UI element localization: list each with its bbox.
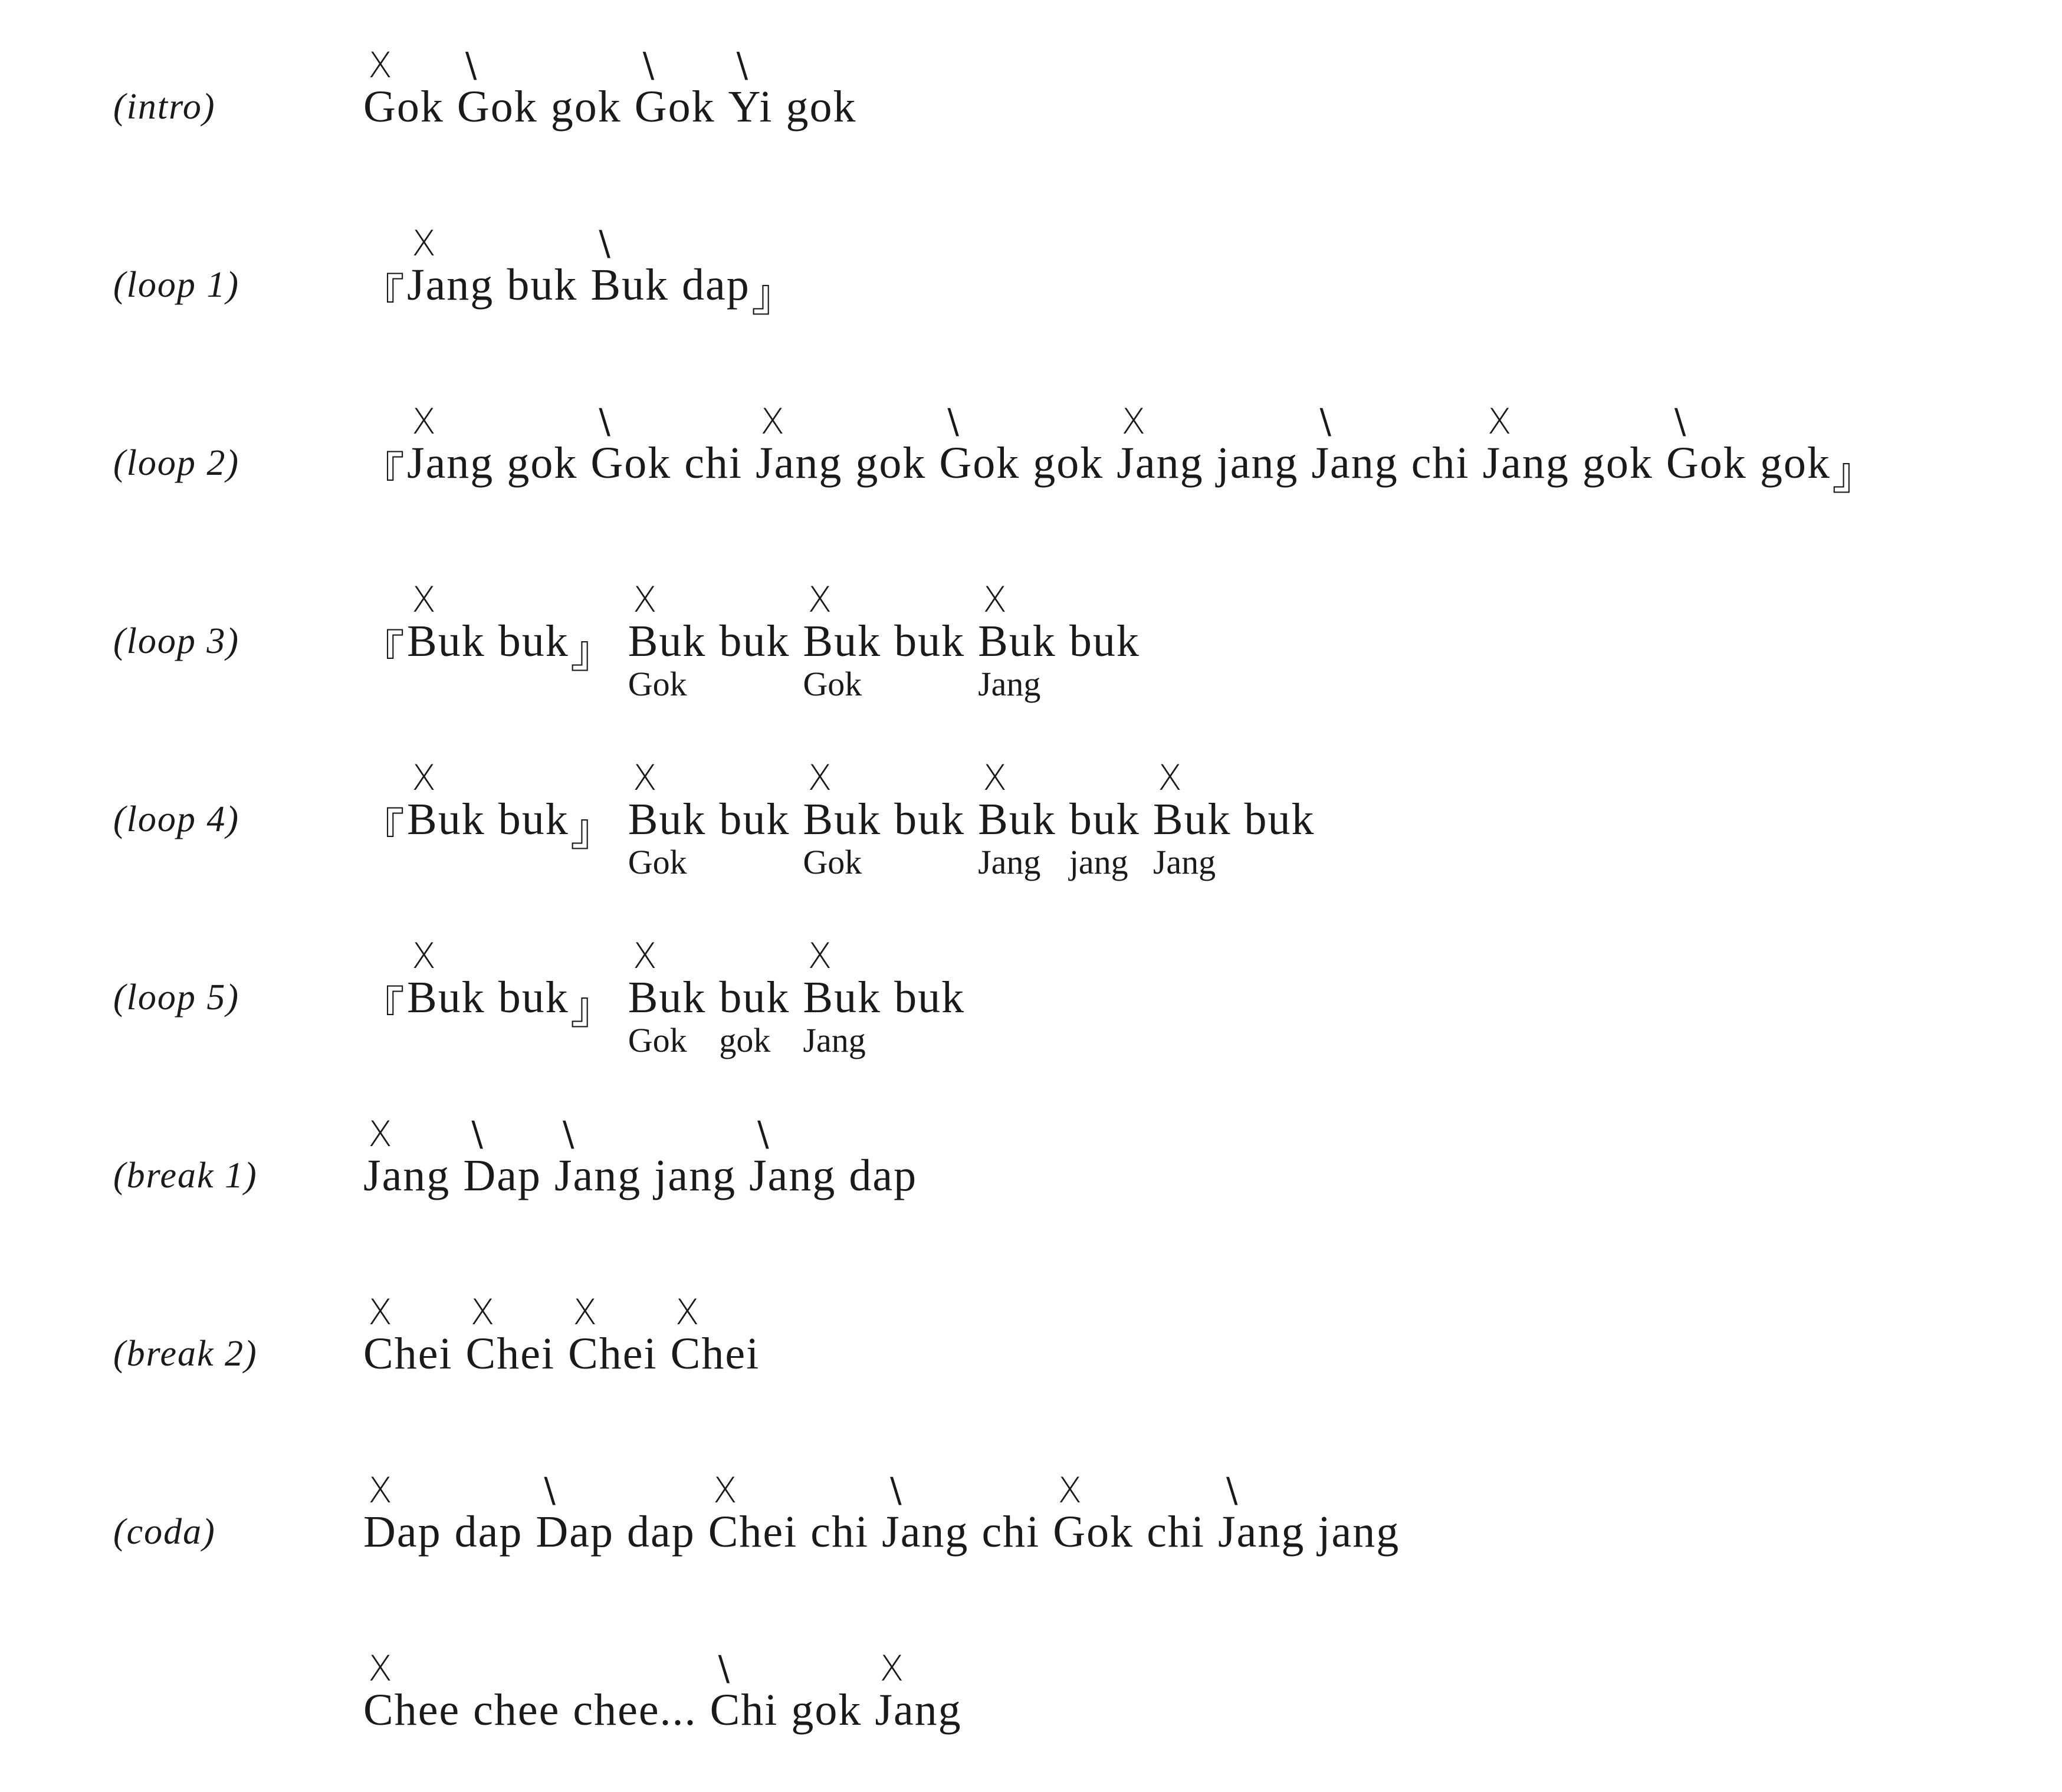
syllable: Jang	[1482, 438, 1570, 488]
accent-slash-mark: \	[642, 45, 655, 85]
syllable: chee	[473, 1685, 560, 1735]
section-label: (break 1)	[113, 1156, 258, 1196]
sub-syllable: Gok	[628, 665, 687, 703]
accent-x-mark: X	[573, 1292, 597, 1333]
syllable: gok	[1033, 438, 1104, 488]
sub-syllable: gok	[719, 1021, 771, 1059]
syllable: Gok	[363, 82, 444, 132]
sub-syllable: Jang	[978, 665, 1041, 703]
syllable: Jang	[756, 438, 843, 488]
syllable: Buk	[628, 616, 707, 666]
syllable: Buk	[590, 260, 669, 310]
accent-slash-mark: \	[1319, 401, 1331, 441]
syllable: Buk	[407, 795, 485, 844]
accent-slash-mark: \	[718, 1648, 730, 1688]
syllable: gok	[550, 82, 622, 132]
syllable: gok	[786, 82, 857, 132]
syllable: buk	[719, 973, 790, 1022]
syllable: Gok	[939, 438, 1020, 488]
repeat-close-bracket: 』	[570, 984, 616, 1033]
accent-slash-mark: \	[736, 45, 748, 85]
syllable: Buk	[803, 616, 882, 666]
syllable: Buk	[803, 973, 882, 1022]
accent-x-mark: X	[983, 579, 1007, 621]
accent-x-mark: X	[368, 1648, 393, 1689]
syllable: buk	[1244, 795, 1315, 844]
accent-x-mark: X	[983, 757, 1007, 799]
syllable: buk	[1069, 795, 1140, 844]
syllable: chi	[684, 438, 743, 488]
syllable: Buk	[803, 795, 882, 844]
accent-x-mark: X	[412, 579, 436, 621]
syllable: Chei	[568, 1329, 658, 1379]
syllable: Buk	[978, 616, 1056, 666]
accent-x-mark: X	[1121, 401, 1146, 442]
syllable: gok	[1759, 438, 1831, 488]
syllable: Jang	[407, 260, 494, 310]
syllable: gok	[507, 438, 578, 488]
accent-x-mark: X	[712, 1470, 737, 1511]
syllable: Jang	[875, 1685, 962, 1735]
syllable: Buk	[628, 973, 707, 1022]
accent-x-mark: X	[675, 1292, 700, 1333]
syllable: Jang	[1117, 438, 1204, 488]
syllable: dap	[682, 260, 750, 310]
syllable: Chi	[710, 1685, 779, 1735]
accent-x-mark: X	[412, 757, 436, 799]
accent-slash-mark: \	[544, 1470, 556, 1510]
syllable: chee...	[573, 1685, 697, 1735]
accent-x-mark: X	[807, 757, 832, 799]
sub-syllable: Jang	[803, 1021, 866, 1059]
accent-slash-mark: \	[471, 1114, 483, 1154]
repeat-close-bracket: 』	[570, 628, 616, 677]
syllable: Chei	[670, 1329, 760, 1379]
syllable: buk	[719, 795, 790, 844]
accent-slash-mark: \	[1674, 401, 1686, 441]
syllable: jang	[1216, 438, 1299, 488]
section-label: (intro)	[113, 87, 216, 127]
syllable: buk	[1069, 616, 1140, 666]
syllable: dap	[849, 1151, 918, 1200]
accent-slash-mark: \	[599, 223, 610, 263]
accent-slash-mark: \	[562, 1114, 574, 1154]
syllable: buk	[894, 973, 966, 1022]
syllable: Jang	[1218, 1507, 1305, 1557]
repeat-open-bracket: 『	[360, 628, 406, 677]
accent-x-mark: X	[760, 401, 785, 442]
syllable: Jang	[407, 438, 494, 488]
accent-slash-mark: \	[947, 401, 959, 441]
accent-x-mark: X	[470, 1292, 495, 1333]
accent-slash-mark: \	[599, 401, 610, 441]
syllable: Buk	[978, 795, 1056, 844]
syllable: Jang	[882, 1507, 969, 1557]
section-label: (coda)	[113, 1512, 216, 1552]
section-label: (loop 1)	[113, 265, 240, 305]
syllable: Jang	[363, 1151, 451, 1200]
section-label: (loop 3)	[113, 621, 240, 661]
syllable: jang	[1318, 1507, 1400, 1557]
syllable: Gok	[457, 82, 538, 132]
accent-x-mark: X	[412, 401, 436, 442]
syllable: buk	[507, 260, 578, 310]
syllable: Gok	[1053, 1507, 1134, 1557]
section-label: (loop 2)	[113, 443, 240, 483]
syllable: Gok	[634, 82, 715, 132]
syllable: Yi	[728, 82, 773, 132]
syllable: buk	[498, 795, 569, 844]
syllable: chi	[1147, 1507, 1206, 1557]
syllable: jang	[654, 1151, 737, 1200]
syllable: dap	[626, 1507, 695, 1557]
accent-x-mark: X	[368, 1470, 393, 1511]
syllable: buk	[719, 616, 790, 666]
syllable: Chei	[465, 1329, 556, 1379]
sub-syllable: Gok	[803, 843, 862, 881]
syllable: buk	[498, 973, 569, 1022]
syllable: Chei	[708, 1507, 798, 1557]
repeat-close-bracket: 』	[570, 806, 616, 855]
repeat-close-bracket: 』	[751, 271, 797, 321]
section-label: (loop 4)	[113, 799, 240, 839]
accent-x-mark: X	[807, 936, 832, 977]
syllable: dap	[454, 1507, 523, 1557]
syllable: gok	[855, 438, 927, 488]
syllable: Chee	[363, 1685, 461, 1735]
syllable: Buk	[407, 616, 485, 666]
accent-x-mark: X	[412, 223, 436, 264]
repeat-open-bracket: 『	[360, 984, 406, 1033]
accent-x-mark: X	[632, 936, 657, 977]
repeat-open-bracket: 『	[360, 271, 406, 321]
syllable: Jang	[749, 1151, 836, 1200]
syllable: Dap	[536, 1507, 614, 1557]
syllable: gok	[791, 1685, 862, 1735]
accent-x-mark: X	[632, 757, 657, 799]
accent-x-mark: X	[1487, 401, 1512, 442]
section-label: (loop 5)	[113, 977, 240, 1018]
syllable: Dap	[463, 1151, 541, 1200]
syllable: chi	[1411, 438, 1470, 488]
sub-syllable: Gok	[628, 843, 687, 881]
sub-syllable: jang	[1069, 843, 1128, 881]
sub-syllable: Jang	[1153, 843, 1216, 881]
sub-syllable: Jang	[978, 843, 1041, 881]
accent-x-mark: X	[368, 1292, 393, 1333]
accent-slash-mark: \	[1226, 1470, 1238, 1510]
accent-slash-mark: \	[465, 45, 477, 85]
accent-x-mark: X	[632, 579, 657, 621]
syllable: Buk	[628, 795, 707, 844]
syllable: Gok	[1666, 438, 1747, 488]
syllable: buk	[498, 616, 569, 666]
syllable: Buk	[1153, 795, 1232, 844]
syllable: buk	[894, 616, 966, 666]
syllable: buk	[894, 795, 966, 844]
repeat-open-bracket: 『	[360, 449, 406, 499]
accent-slash-mark: \	[757, 1114, 769, 1154]
accent-x-mark: X	[807, 579, 832, 621]
syllable: chi	[810, 1507, 869, 1557]
syllable: Buk	[407, 973, 485, 1022]
repeat-close-bracket: 』	[1831, 449, 1878, 499]
accent-x-mark: X	[879, 1648, 904, 1689]
section-label: (break 2)	[113, 1334, 258, 1374]
sub-syllable: Gok	[803, 665, 862, 703]
syllable: Gok	[590, 438, 672, 488]
repeat-open-bracket: 『	[360, 806, 406, 855]
accent-x-mark: X	[368, 45, 393, 86]
accent-slash-mark: \	[890, 1470, 902, 1510]
syllable: Chei	[363, 1329, 453, 1379]
syllable: gok	[1582, 438, 1653, 488]
accent-x-mark: X	[1157, 757, 1182, 799]
syllable: Jang	[1311, 438, 1398, 488]
syllable: Dap	[363, 1507, 442, 1557]
accent-x-mark: X	[412, 936, 436, 977]
accent-x-mark: X	[368, 1114, 393, 1155]
accent-x-mark: X	[1058, 1470, 1082, 1511]
syllable: chi	[981, 1507, 1040, 1557]
sub-syllable: Gok	[628, 1021, 687, 1059]
syllable: Jang	[554, 1151, 642, 1200]
